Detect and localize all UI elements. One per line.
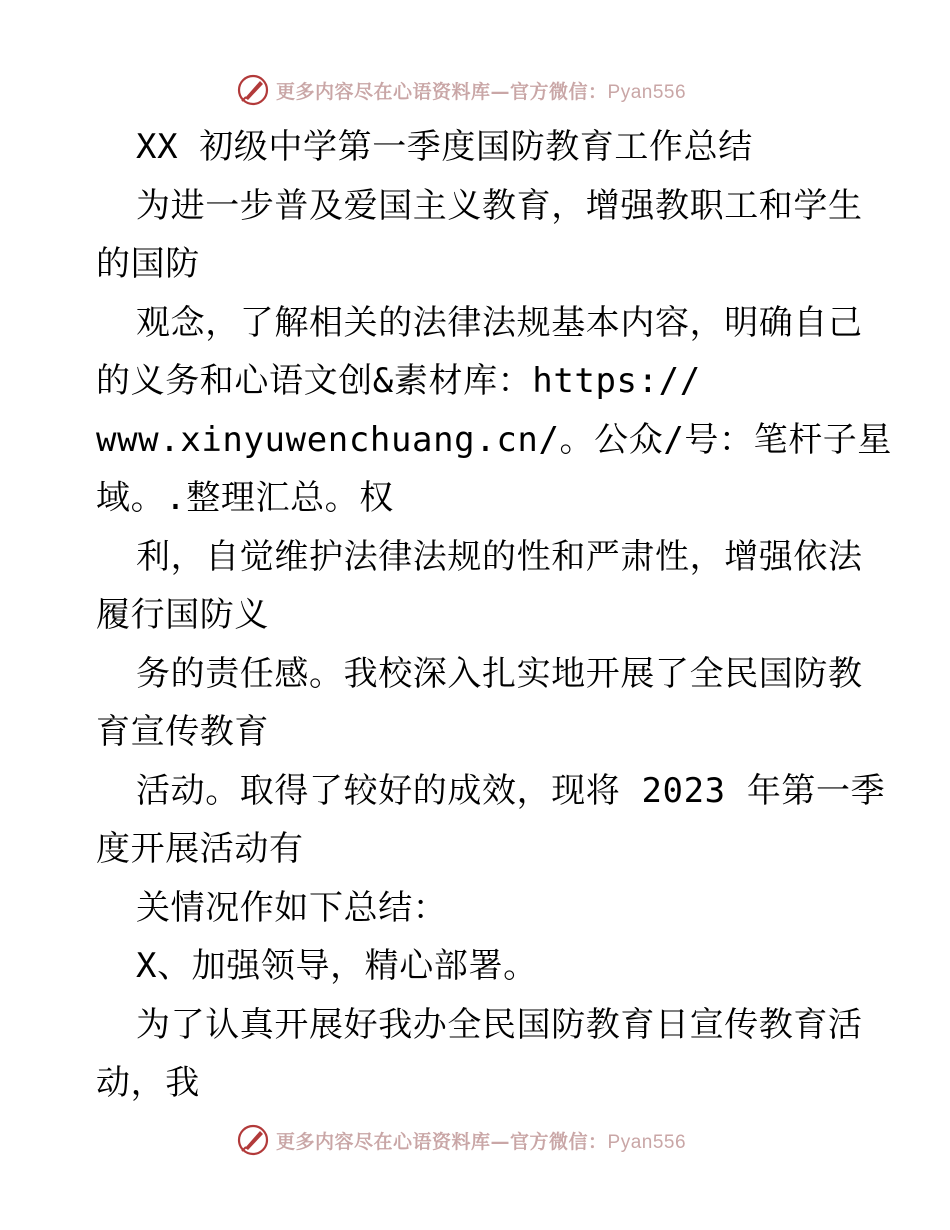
text-line: 利，自觉维护法律法规的性和严肃性，增强依法	[136, 536, 863, 577]
banner-wechat-id: Pyan556	[607, 81, 687, 103]
text-line: 的义务和心语文创&素材库：https://	[96, 361, 701, 401]
section-heading: X、加强领导，精心部署。	[136, 946, 538, 986]
text-line: 为进一步普及爱国主义教育，增强教职工和学生	[136, 185, 863, 226]
text-line: www.xinyuwenchuang.cn/。公众/号：笔杆子星	[96, 419, 893, 460]
text-line: 育宣传教育	[96, 712, 269, 752]
banner-text: 更多内容尽在心语资料库—官方微信：Pyan556	[276, 1130, 687, 1153]
text-line: 动，我	[96, 1063, 200, 1103]
header-banner	[236, 72, 716, 108]
text-line: 务的责任感。我校深入扎实地开展了全民国防教	[136, 653, 863, 694]
text-line: 活动。取得了较好的成效，现将 2023 年第一季	[136, 770, 886, 811]
text-line: 度开展活动有	[96, 829, 304, 869]
banner-text: 更多内容尽在心语资料库—官方微信：Pyan556	[276, 80, 687, 103]
text-line: 域。.整理汇总。权	[96, 478, 394, 518]
quill-pen-circle-icon	[236, 1123, 270, 1157]
quill-pen-circle-icon	[236, 73, 270, 107]
document-title: XX 初级中学第一季度国防教育工作总结	[136, 127, 753, 167]
footer-banner	[236, 1122, 716, 1158]
text-line: 关情况作如下总结：	[136, 887, 448, 928]
banner-wechat-id: Pyan556	[607, 1131, 687, 1153]
text-line: 履行国防义	[96, 595, 269, 635]
text-line: 观念，了解相关的法律法规基本内容，明确自己	[136, 302, 863, 343]
text-line: 为了认真开展好我办全民国防教育日宣传教育活	[136, 1004, 863, 1045]
document-body	[96, 118, 893, 1113]
text-line: 的国防	[96, 244, 200, 284]
